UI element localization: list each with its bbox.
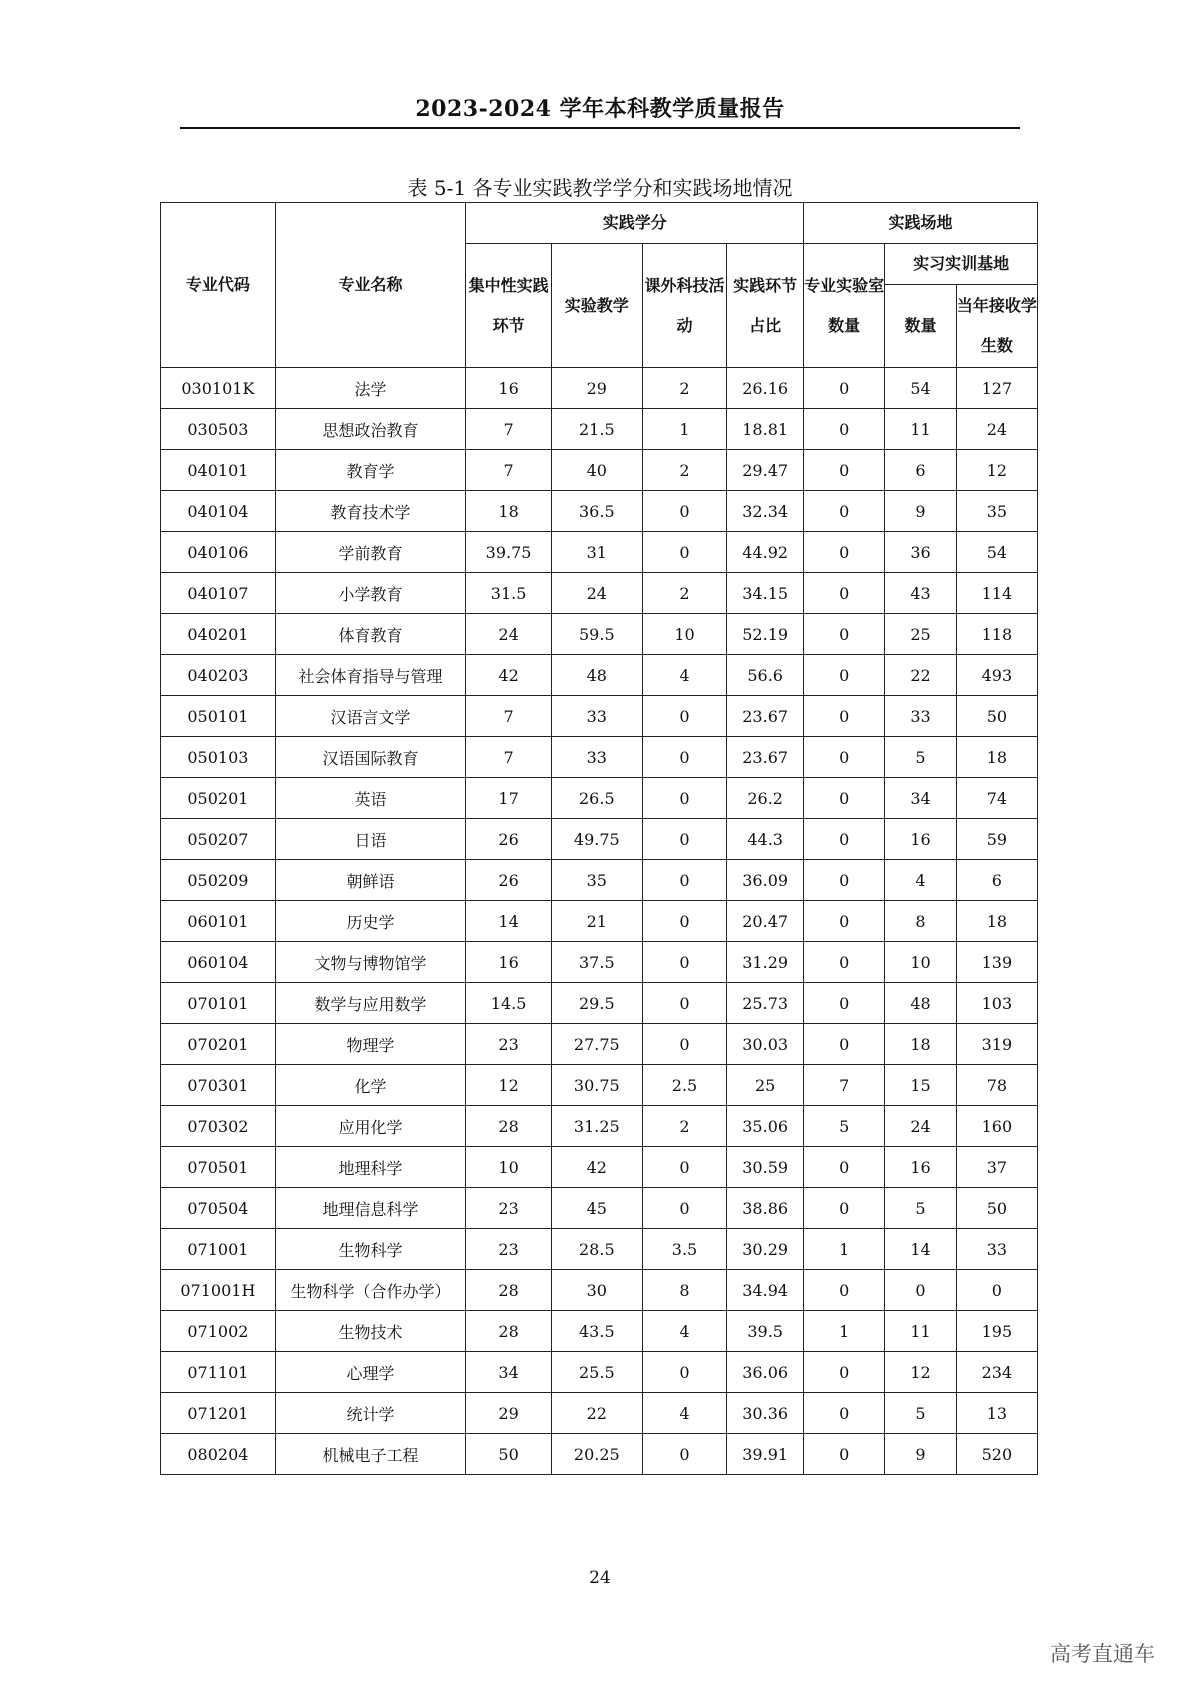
cell-lab-count: 0 [804, 1188, 885, 1229]
cell-concentrated: 50 [466, 1434, 552, 1475]
cell-experiment: 40 [551, 450, 642, 491]
cell-major-code: 040203 [161, 655, 276, 696]
cell-major-code: 030101K [161, 368, 276, 409]
cell-students: 6 [956, 860, 1037, 901]
cell-extracurricular: 4 [642, 1393, 726, 1434]
cell-ratio: 26.2 [727, 778, 804, 819]
cell-concentrated: 39.75 [466, 532, 552, 573]
cell-concentrated: 14 [466, 901, 552, 942]
cell-ratio: 26.16 [727, 368, 804, 409]
cell-concentrated: 29 [466, 1393, 552, 1434]
cell-lab-count: 0 [804, 450, 885, 491]
cell-base-count: 54 [885, 368, 956, 409]
cell-students: 13 [956, 1393, 1037, 1434]
cell-major-name: 生物技术 [275, 1311, 466, 1352]
cell-base-count: 12 [885, 1352, 956, 1393]
cell-extracurricular: 0 [642, 1147, 726, 1188]
table-row [161, 942, 1038, 983]
cell-concentrated: 17 [466, 778, 552, 819]
cell-experiment: 30 [551, 1270, 642, 1311]
cell-extracurricular: 0 [642, 860, 726, 901]
cell-ratio: 25 [727, 1065, 804, 1106]
cell-major-code: 071001 [161, 1229, 276, 1270]
cell-base-count: 4 [885, 860, 956, 901]
cell-experiment: 45 [551, 1188, 642, 1229]
cell-concentrated: 24 [466, 614, 552, 655]
cell-experiment: 42 [551, 1147, 642, 1188]
cell-major-name: 化学 [275, 1065, 466, 1106]
cell-major-name: 体育教育 [275, 614, 466, 655]
cell-concentrated: 7 [466, 737, 552, 778]
cell-ratio: 25.73 [727, 983, 804, 1024]
cell-base-count: 36 [885, 532, 956, 573]
table-row [161, 573, 1038, 614]
cell-major-code: 040104 [161, 491, 276, 532]
cell-base-count: 5 [885, 1393, 956, 1434]
table-row [161, 1270, 1038, 1311]
cell-ratio: 29.47 [727, 450, 804, 491]
header-students-received: 当年接收学生数 [956, 285, 1037, 368]
cell-major-name: 小学教育 [275, 573, 466, 614]
cell-ratio: 35.06 [727, 1106, 804, 1147]
cell-experiment: 29.5 [551, 983, 642, 1024]
cell-major-name: 日语 [275, 819, 466, 860]
cell-students: 118 [956, 614, 1037, 655]
cell-extracurricular: 0 [642, 983, 726, 1024]
cell-lab-count: 7 [804, 1065, 885, 1106]
header-group-practice-credits: 实践学分 [466, 203, 804, 244]
cell-experiment: 29 [551, 368, 642, 409]
cell-ratio: 34.15 [727, 573, 804, 614]
cell-base-count: 6 [885, 450, 956, 491]
cell-concentrated: 16 [466, 942, 552, 983]
cell-students: 78 [956, 1065, 1037, 1106]
header-experiment-teaching: 实验教学 [551, 244, 642, 368]
cell-ratio: 44.3 [727, 819, 804, 860]
cell-major-name: 英语 [275, 778, 466, 819]
cell-ratio: 39.91 [727, 1434, 804, 1475]
cell-major-name: 应用化学 [275, 1106, 466, 1147]
cell-major-code: 060104 [161, 942, 276, 983]
cell-base-count: 9 [885, 1434, 956, 1475]
cell-concentrated: 23 [466, 1024, 552, 1065]
table-row [161, 368, 1038, 409]
cell-major-code: 050209 [161, 860, 276, 901]
cell-major-code: 071001H [161, 1270, 276, 1311]
cell-lab-count: 0 [804, 491, 885, 532]
cell-major-name: 心理学 [275, 1352, 466, 1393]
cell-base-count: 24 [885, 1106, 956, 1147]
cell-concentrated: 12 [466, 1065, 552, 1106]
cell-base-count: 34 [885, 778, 956, 819]
cell-major-name: 生物科学 [275, 1229, 466, 1270]
cell-extracurricular: 0 [642, 737, 726, 778]
cell-experiment: 36.5 [551, 491, 642, 532]
cell-lab-count: 0 [804, 1147, 885, 1188]
cell-major-name: 生物科学（合作办学） [275, 1270, 466, 1311]
cell-experiment: 22 [551, 1393, 642, 1434]
cell-concentrated: 42 [466, 655, 552, 696]
cell-experiment: 24 [551, 573, 642, 614]
cell-ratio: 23.67 [727, 696, 804, 737]
cell-base-count: 8 [885, 901, 956, 942]
cell-major-name: 物理学 [275, 1024, 466, 1065]
cell-lab-count: 0 [804, 1393, 885, 1434]
cell-ratio: 18.81 [727, 409, 804, 450]
cell-major-code: 070504 [161, 1188, 276, 1229]
cell-lab-count: 0 [804, 532, 885, 573]
cell-base-count: 43 [885, 573, 956, 614]
cell-ratio: 38.86 [727, 1188, 804, 1229]
cell-ratio: 30.29 [727, 1229, 804, 1270]
cell-students: 195 [956, 1311, 1037, 1352]
cell-major-code: 060101 [161, 901, 276, 942]
cell-major-name: 地理科学 [275, 1147, 466, 1188]
cell-concentrated: 14.5 [466, 983, 552, 1024]
table-row [161, 450, 1038, 491]
cell-extracurricular: 0 [642, 819, 726, 860]
cell-experiment: 21.5 [551, 409, 642, 450]
cell-base-count: 18 [885, 1024, 956, 1065]
cell-extracurricular: 0 [642, 1188, 726, 1229]
cell-major-name: 统计学 [275, 1393, 466, 1434]
cell-lab-count: 0 [804, 737, 885, 778]
cell-extracurricular: 10 [642, 614, 726, 655]
cell-concentrated: 7 [466, 409, 552, 450]
cell-students: 18 [956, 737, 1037, 778]
cell-lab-count: 0 [804, 696, 885, 737]
cell-students: 520 [956, 1434, 1037, 1475]
cell-experiment: 33 [551, 737, 642, 778]
cell-students: 114 [956, 573, 1037, 614]
cell-ratio: 52.19 [727, 614, 804, 655]
cell-major-name: 数学与应用数学 [275, 983, 466, 1024]
cell-lab-count: 1 [804, 1229, 885, 1270]
cell-concentrated: 26 [466, 819, 552, 860]
cell-students: 50 [956, 1188, 1037, 1229]
cell-concentrated: 16 [466, 368, 552, 409]
cell-concentrated: 26 [466, 860, 552, 901]
cell-extracurricular: 2.5 [642, 1065, 726, 1106]
cell-major-name: 文物与博物馆学 [275, 942, 466, 983]
cell-major-code: 070302 [161, 1106, 276, 1147]
table-row [161, 696, 1038, 737]
cell-students: 24 [956, 409, 1037, 450]
cell-lab-count: 1 [804, 1311, 885, 1352]
cell-major-name: 法学 [275, 368, 466, 409]
cell-ratio: 32.34 [727, 491, 804, 532]
cell-students: 12 [956, 450, 1037, 491]
cell-major-code: 070201 [161, 1024, 276, 1065]
cell-concentrated: 7 [466, 696, 552, 737]
cell-major-code: 071201 [161, 1393, 276, 1434]
cell-extracurricular: 0 [642, 491, 726, 532]
cell-lab-count: 0 [804, 573, 885, 614]
cell-experiment: 21 [551, 901, 642, 942]
table-row [161, 655, 1038, 696]
cell-base-count: 0 [885, 1270, 956, 1311]
cell-major-code: 030503 [161, 409, 276, 450]
cell-lab-count: 0 [804, 1352, 885, 1393]
cell-experiment: 48 [551, 655, 642, 696]
cell-extracurricular: 8 [642, 1270, 726, 1311]
cell-base-count: 14 [885, 1229, 956, 1270]
cell-lab-count: 0 [804, 983, 885, 1024]
table-row [161, 1434, 1038, 1475]
cell-students: 37 [956, 1147, 1037, 1188]
table-row [161, 491, 1038, 532]
cell-concentrated: 23 [466, 1229, 552, 1270]
cell-base-count: 15 [885, 1065, 956, 1106]
cell-base-count: 9 [885, 491, 956, 532]
cell-students: 493 [956, 655, 1037, 696]
cell-students: 50 [956, 696, 1037, 737]
cell-major-name: 教育学 [275, 450, 466, 491]
cell-students: 103 [956, 983, 1037, 1024]
cell-ratio: 30.59 [727, 1147, 804, 1188]
table-body [161, 368, 1038, 1475]
cell-experiment: 33 [551, 696, 642, 737]
cell-base-count: 5 [885, 1188, 956, 1229]
header-extracurricular-activity: 课外科技活动 [642, 244, 726, 368]
cell-experiment: 49.75 [551, 819, 642, 860]
cell-concentrated: 10 [466, 1147, 552, 1188]
cell-experiment: 35 [551, 860, 642, 901]
cell-major-code: 071002 [161, 1311, 276, 1352]
table-row [161, 1188, 1038, 1229]
cell-base-count: 16 [885, 819, 956, 860]
cell-lab-count: 0 [804, 655, 885, 696]
header-group-practice-sites: 实践场地 [804, 203, 1038, 244]
table-row [161, 1393, 1038, 1434]
cell-base-count: 11 [885, 409, 956, 450]
cell-base-count: 25 [885, 614, 956, 655]
cell-experiment: 37.5 [551, 942, 642, 983]
table-row [161, 532, 1038, 573]
cell-lab-count: 0 [804, 614, 885, 655]
cell-students: 59 [956, 819, 1037, 860]
cell-extracurricular: 2 [642, 1106, 726, 1147]
table-row [161, 614, 1038, 655]
cell-base-count: 10 [885, 942, 956, 983]
cell-extracurricular: 2 [642, 573, 726, 614]
cell-extracurricular: 0 [642, 901, 726, 942]
cell-lab-count: 0 [804, 1434, 885, 1475]
cell-major-code: 040201 [161, 614, 276, 655]
cell-lab-count: 0 [804, 409, 885, 450]
practice-credits-table [160, 202, 1038, 1475]
cell-extracurricular: 0 [642, 942, 726, 983]
table-caption: 表 5-1 各专业实践教学学分和实践场地情况 [407, 176, 793, 200]
cell-major-name: 教育技术学 [275, 491, 466, 532]
cell-major-name: 汉语国际教育 [275, 737, 466, 778]
watermark-text: 高考直通车 [1050, 1642, 1155, 1666]
cell-students: 139 [956, 942, 1037, 983]
cell-extracurricular: 0 [642, 532, 726, 573]
cell-concentrated: 28 [466, 1311, 552, 1352]
cell-students: 18 [956, 901, 1037, 942]
cell-extracurricular: 3.5 [642, 1229, 726, 1270]
table-row [161, 1024, 1038, 1065]
cell-students: 74 [956, 778, 1037, 819]
cell-base-count: 5 [885, 737, 956, 778]
header-concentrated-practice: 集中性实践环节 [466, 244, 552, 368]
cell-lab-count: 0 [804, 1024, 885, 1065]
cell-extracurricular: 0 [642, 778, 726, 819]
cell-ratio: 34.94 [727, 1270, 804, 1311]
table-row [161, 737, 1038, 778]
table-row [161, 778, 1038, 819]
table-row [161, 1106, 1038, 1147]
table-row [161, 1147, 1038, 1188]
cell-ratio: 31.29 [727, 942, 804, 983]
cell-extracurricular: 2 [642, 368, 726, 409]
cell-ratio: 30.03 [727, 1024, 804, 1065]
cell-students: 54 [956, 532, 1037, 573]
cell-experiment: 59.5 [551, 614, 642, 655]
table-row [161, 1311, 1038, 1352]
cell-ratio: 39.5 [727, 1311, 804, 1352]
header-divider [180, 127, 1020, 129]
cell-extracurricular: 0 [642, 1024, 726, 1065]
cell-major-name: 地理信息科学 [275, 1188, 466, 1229]
cell-experiment: 28.5 [551, 1229, 642, 1270]
header-major-name: 专业名称 [275, 203, 466, 368]
cell-major-name: 社会体育指导与管理 [275, 655, 466, 696]
cell-students: 234 [956, 1352, 1037, 1393]
cell-experiment: 43.5 [551, 1311, 642, 1352]
cell-major-name: 历史学 [275, 901, 466, 942]
cell-ratio: 23.67 [727, 737, 804, 778]
cell-experiment: 31 [551, 532, 642, 573]
cell-ratio: 36.09 [727, 860, 804, 901]
cell-concentrated: 18 [466, 491, 552, 532]
table-row [161, 819, 1038, 860]
header-training-bases: 实习实训基地 [885, 244, 1038, 285]
cell-ratio: 44.92 [727, 532, 804, 573]
cell-experiment: 26.5 [551, 778, 642, 819]
cell-concentrated: 7 [466, 450, 552, 491]
cell-major-code: 080204 [161, 1434, 276, 1475]
cell-extracurricular: 1 [642, 409, 726, 450]
cell-lab-count: 0 [804, 778, 885, 819]
cell-major-name: 汉语言文学 [275, 696, 466, 737]
cell-ratio: 30.36 [727, 1393, 804, 1434]
table-row [161, 901, 1038, 942]
table-row [161, 983, 1038, 1024]
cell-major-code: 040106 [161, 532, 276, 573]
table-row [161, 1229, 1038, 1270]
cell-students: 319 [956, 1024, 1037, 1065]
cell-experiment: 27.75 [551, 1024, 642, 1065]
table-row [161, 409, 1038, 450]
cell-extracurricular: 0 [642, 1434, 726, 1475]
cell-base-count: 22 [885, 655, 956, 696]
cell-extracurricular: 0 [642, 696, 726, 737]
cell-ratio: 56.6 [727, 655, 804, 696]
cell-students: 35 [956, 491, 1037, 532]
cell-experiment: 31.25 [551, 1106, 642, 1147]
cell-ratio: 36.06 [727, 1352, 804, 1393]
cell-base-count: 11 [885, 1311, 956, 1352]
cell-concentrated: 34 [466, 1352, 552, 1393]
cell-concentrated: 31.5 [466, 573, 552, 614]
cell-major-code: 040101 [161, 450, 276, 491]
header-lab-count: 专业实验室数量 [804, 244, 885, 368]
cell-lab-count: 0 [804, 942, 885, 983]
header-base-count: 数量 [885, 285, 956, 368]
cell-major-name: 思想政治教育 [275, 409, 466, 450]
cell-base-count: 33 [885, 696, 956, 737]
cell-base-count: 48 [885, 983, 956, 1024]
page-number: 24 [589, 1568, 611, 1588]
cell-lab-count: 5 [804, 1106, 885, 1147]
cell-students: 33 [956, 1229, 1037, 1270]
cell-major-name: 机械电子工程 [275, 1434, 466, 1475]
cell-major-code: 070101 [161, 983, 276, 1024]
cell-extracurricular: 0 [642, 1352, 726, 1393]
cell-experiment: 25.5 [551, 1352, 642, 1393]
cell-major-code: 050207 [161, 819, 276, 860]
cell-concentrated: 23 [466, 1188, 552, 1229]
cell-experiment: 30.75 [551, 1065, 642, 1106]
report-title: 2023-2024 学年本科教学质量报告 [415, 96, 785, 122]
cell-ratio: 20.47 [727, 901, 804, 942]
cell-students: 160 [956, 1106, 1037, 1147]
cell-base-count: 16 [885, 1147, 956, 1188]
cell-lab-count: 0 [804, 901, 885, 942]
cell-major-code: 050103 [161, 737, 276, 778]
cell-major-code: 040107 [161, 573, 276, 614]
cell-major-code: 070501 [161, 1147, 276, 1188]
header-major-code: 专业代码 [161, 203, 276, 368]
cell-lab-count: 0 [804, 819, 885, 860]
table-row [161, 1065, 1038, 1106]
cell-lab-count: 0 [804, 368, 885, 409]
cell-lab-count: 0 [804, 860, 885, 901]
cell-lab-count: 0 [804, 1270, 885, 1311]
cell-extracurricular: 2 [642, 450, 726, 491]
cell-major-code: 070301 [161, 1065, 276, 1106]
cell-students: 0 [956, 1270, 1037, 1311]
cell-major-code: 050201 [161, 778, 276, 819]
header-practice-ratio: 实践环节占比 [727, 244, 804, 368]
cell-major-code: 071101 [161, 1352, 276, 1393]
cell-extracurricular: 4 [642, 655, 726, 696]
cell-students: 127 [956, 368, 1037, 409]
cell-major-name: 朝鲜语 [275, 860, 466, 901]
cell-major-name: 学前教育 [275, 532, 466, 573]
cell-extracurricular: 4 [642, 1311, 726, 1352]
table-row [161, 860, 1038, 901]
cell-major-code: 050101 [161, 696, 276, 737]
cell-experiment: 20.25 [551, 1434, 642, 1475]
cell-concentrated: 28 [466, 1106, 552, 1147]
table-row [161, 1352, 1038, 1393]
cell-concentrated: 28 [466, 1270, 552, 1311]
